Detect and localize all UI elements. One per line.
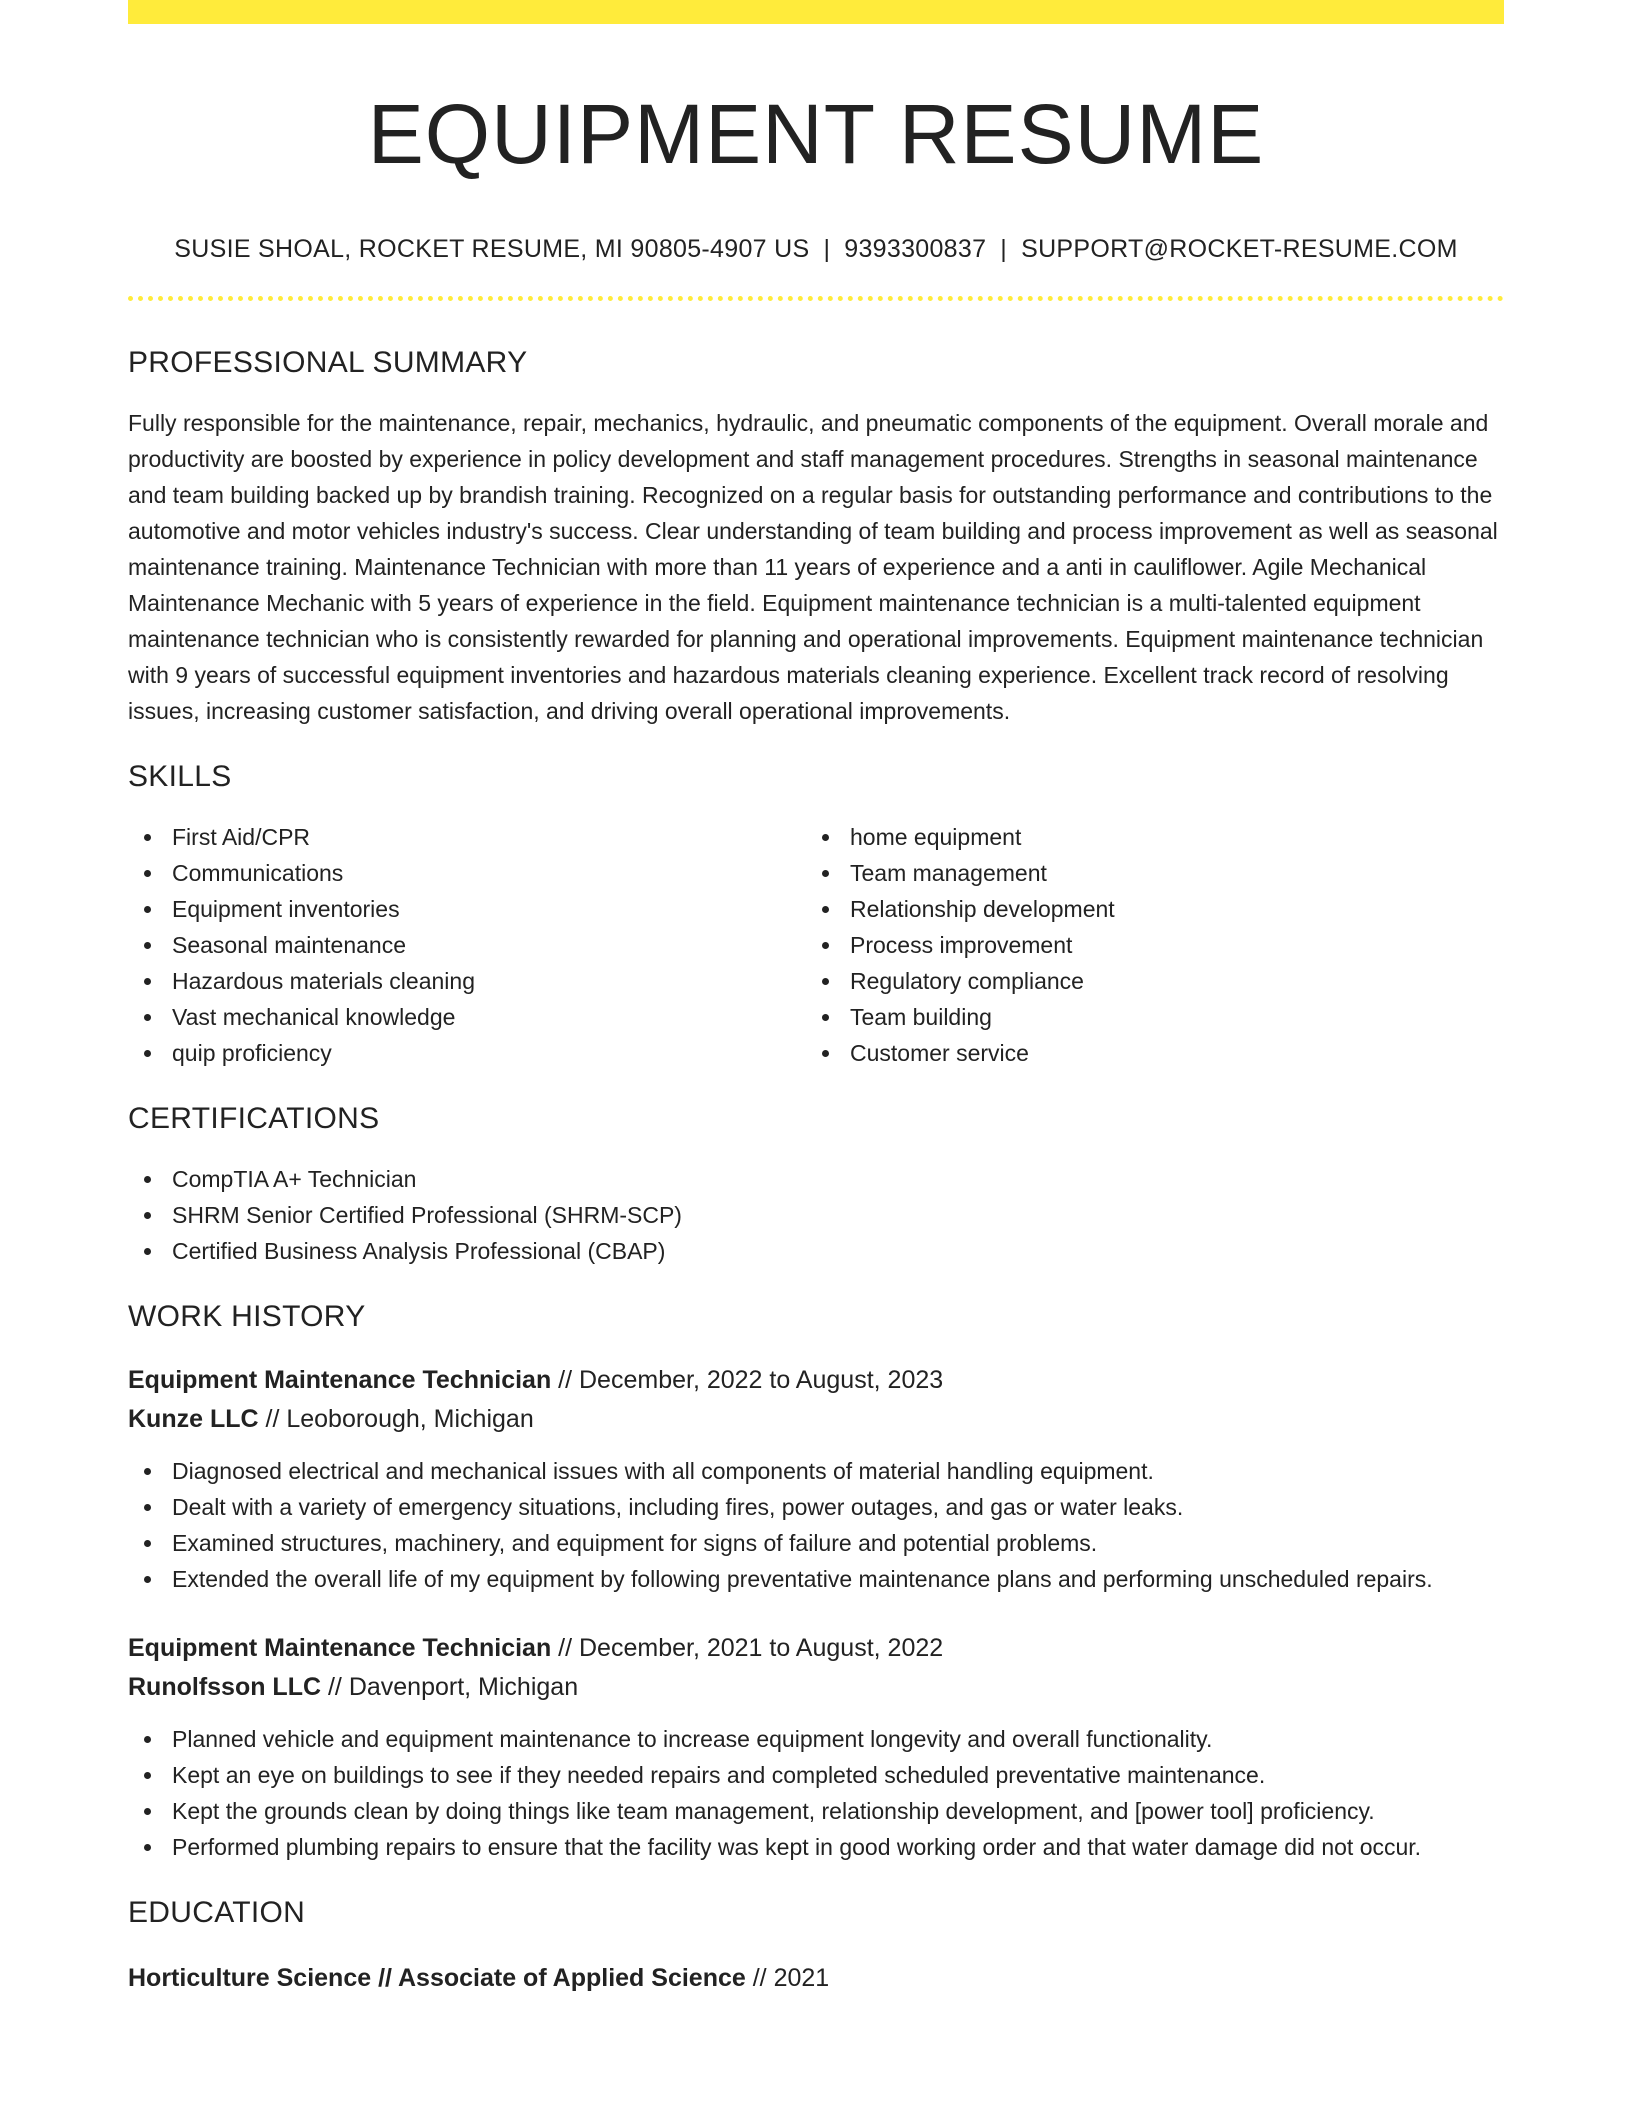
summary-text: Fully responsible for the maintenance, repair, mechanics, hydraulic, and pneumatic components of the equipment. Overall morale and productivity are boosted by experience in policy development and staff management procedures. Strengths in seasonal maintenance and team building backed up by brandish training. Recognized on a regular basis for outstanding performance and contributions to the automotive and motor vehicles industry's success. Clear understanding of team building and process improvement as well as seasonal maintenance training. Maintenance Technician with more than 11 years of experience and a anti in cauliflower. Agile Mechanical Maintenance Mechanic with 5 years of experience in the field. Equipment maintenance technician is a multi-talented equipment maintenance technician who is consistently rewarded for planning and operational improvements. Equipment maintenance technician with 9 years of successful equipment inventories and hazardous materials cleaning experience. Excellent track record of resolving issues, increasing customer satisfaction, and driving overall operational improvements. [128, 410, 1498, 724]
list-item: Process improvement [806, 927, 1484, 963]
job-duties-list [128, 1721, 1504, 1865]
list-item: home equipment [806, 819, 1484, 855]
dotted-divider [128, 296, 1504, 301]
list-item: Vast mechanical knowledge [128, 999, 806, 1035]
list-item: CompTIA A+ Technician [128, 1161, 1504, 1197]
certifications-heading: CERTIFICATIONS [128, 1102, 380, 1135]
list-item: Examined structures, machinery, and equipment for signs of failure and potential problems. [128, 1525, 1504, 1561]
skills-grid [128, 819, 1504, 1071]
job-title: Equipment Maintenance Technician [128, 1634, 552, 1662]
job-entry [128, 1629, 1504, 1865]
list-item: Extended the overall life of my equipment by following preventative maintenance plans and performing unscheduled repairs. [128, 1561, 1504, 1597]
list-item: Planned vehicle and equipment maintenance to increase equipment longevity and overall functionality. [128, 1721, 1504, 1757]
job-title: Equipment Maintenance Technician [128, 1366, 552, 1394]
list-item: quip proficiency [128, 1035, 806, 1071]
contact-email[interactable]: SUPPORT@ROCKET-RESUME.COM [1021, 235, 1458, 263]
list-item: Team management [806, 855, 1484, 891]
education-entry [128, 1959, 1504, 1998]
job-dates: // December, 2022 to August, 2023 [551, 1366, 944, 1394]
list-item: Relationship development [806, 891, 1484, 927]
list-item: Kept the grounds clean by doing things like team management, relationship development, and [power tool] proficiency. [128, 1793, 1504, 1829]
list-item: Customer service [806, 1035, 1484, 1071]
contact-address: SUSIE SHOAL, ROCKET RESUME, MI 90805-4907 US [174, 235, 810, 263]
list-item: Hazardous materials cleaning [128, 963, 806, 999]
resume-page [128, 0, 1504, 2112]
list-item: Dealt with a variety of emergency situations, including fires, power outages, and gas or water leaks. [128, 1489, 1504, 1525]
education-degree: Horticulture Science // Associate of Applied Science [128, 1964, 746, 1992]
skills-heading: SKILLS [128, 760, 232, 793]
contact-phone[interactable]: 9393300837 [844, 235, 987, 263]
list-item: Certified Business Analysis Professional (CBAP) [128, 1233, 1504, 1269]
list-item: First Aid/CPR [128, 819, 806, 855]
job-entry [128, 1361, 1504, 1597]
education-year: // 2021 [745, 1964, 830, 1992]
skills-list-right [806, 819, 1484, 1071]
contact-separator: | [823, 235, 831, 263]
list-item: Diagnosed electrical and mechanical issues with all components of material handling equipment. [128, 1453, 1504, 1489]
list-item: Seasonal maintenance [128, 927, 806, 963]
job-company-line [128, 1400, 1504, 1439]
job-title-line [128, 1361, 1504, 1400]
summary-heading: PROFESSIONAL SUMMARY [128, 346, 528, 379]
job-company: Kunze LLC [128, 1405, 259, 1433]
job-title-line [128, 1629, 1504, 1668]
resume-title: EQUIPMENT RESUME [367, 87, 1265, 181]
contact-line [128, 234, 1504, 264]
job-location: // Davenport, Michigan [321, 1673, 579, 1701]
list-item: SHRM Senior Certified Professional (SHRM-SCP) [128, 1197, 1504, 1233]
skills-list-left [128, 819, 806, 1071]
list-item: Performed plumbing repairs to ensure that the facility was kept in good working order and that water damage did not occur. [128, 1829, 1504, 1865]
list-item: Team building [806, 999, 1484, 1035]
job-dates: // December, 2021 to August, 2022 [551, 1634, 944, 1662]
list-item: Regulatory compliance [806, 963, 1484, 999]
contact-separator: | [1000, 235, 1008, 263]
list-item: Communications [128, 855, 806, 891]
job-location: // Leoborough, Michigan [258, 1405, 534, 1433]
work-history-heading: WORK HISTORY [128, 1300, 366, 1333]
job-company-line [128, 1668, 1504, 1707]
list-item: Equipment inventories [128, 891, 806, 927]
certifications-list [128, 1161, 1504, 1269]
list-item: Kept an eye on buildings to see if they needed repairs and completed scheduled preventative maintenance. [128, 1757, 1504, 1793]
job-duties-list [128, 1453, 1504, 1597]
education-heading: EDUCATION [128, 1896, 306, 1929]
accent-top-bar [128, 0, 1504, 24]
job-company: Runolfsson LLC [128, 1673, 322, 1701]
